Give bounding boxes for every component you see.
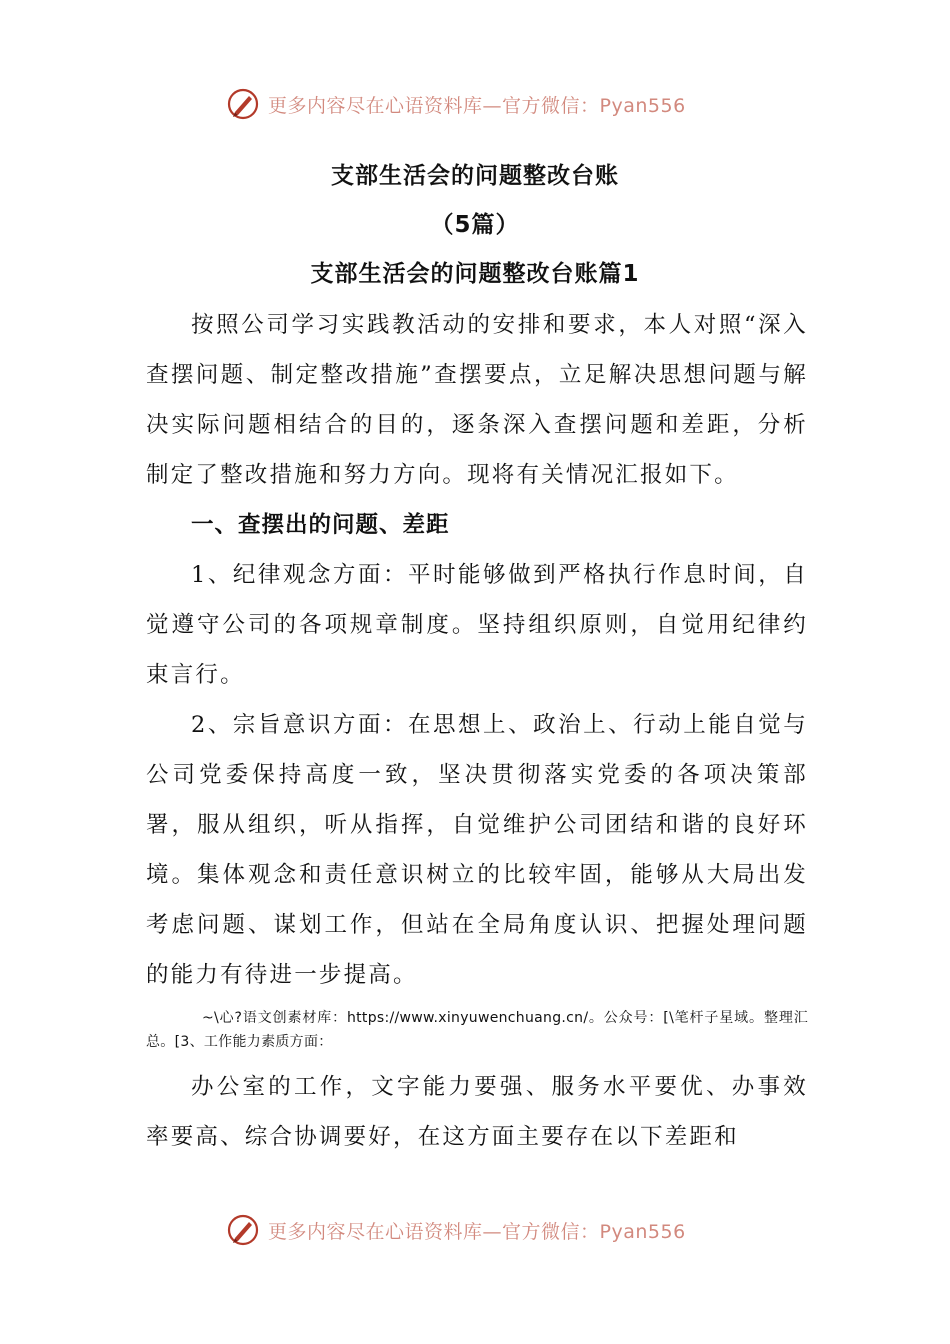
item-paragraph-3: 办公室的工作，文字能力要强、服务水平要优、办事效率要高、综合协调要好，在这方面主要存在以下差距和 <box>146 1074 808 1150</box>
pen-logo-icon <box>226 87 260 121</box>
banner-wechat-id: Pyan556 <box>599 1220 686 1243</box>
banner-text: 更多内容尽在心语资料库—官方微信：Pyan556 <box>268 1220 686 1243</box>
item-paragraph-2: 2、宗旨意识方面：在思想上、政治上、行动上能自觉与公司党委保持高度一致，坚决贯彻落实党委的各项决策部署，服从组织，听从指挥，自觉维护公司团结和谐的良好环境。集体观念和责任意识树立的比较牢固，能够从大局出发考虑问题、谋划工作，但站在全局角度认识、把握处理问题的能力有待进一步提高。 <box>146 712 808 988</box>
banner-text: 更多内容尽在心语资料库—官方微信：Pyan556 <box>268 94 686 117</box>
banner-wechat-id: Pyan556 <box>599 94 686 117</box>
document-title: 支部生活会的问题整改台账 <box>331 163 619 189</box>
footer-banner <box>226 1210 686 1250</box>
document-subtitle: （5篇） <box>430 212 520 238</box>
item-paragraph-1: 1、纪律观念方面：平时能够做到严格执行作息时间，自觉遵守公司的各项规章制度。坚持组织原则，自觉用纪律约束言行。 <box>146 562 808 688</box>
section-heading: 一、查摆出的问题、差距 <box>191 512 450 538</box>
section-title: 支部生活会的问题整改台账篇1 <box>310 261 640 287</box>
source-note: ~\心?语文创素材库：https://www.xinyuwenchuang.cn/。公众号：[\笔杆子星域。整理汇总。[3、工作能力素质方面： <box>146 1010 808 1050</box>
intro-paragraph: 按照公司学习实践教活动的安排和要求，本人对照“深入查摆问题、制定整改措施”查摆要点，立足解决思想问题与解决实际问题相结合的目的，逐条深入查摆问题和差距，分析制定了整改措施和努力方向。现将有关情况汇报如下。 <box>146 312 808 488</box>
header-banner <box>226 84 686 124</box>
pen-logo-icon <box>226 1213 260 1247</box>
document-body <box>146 300 808 1162</box>
